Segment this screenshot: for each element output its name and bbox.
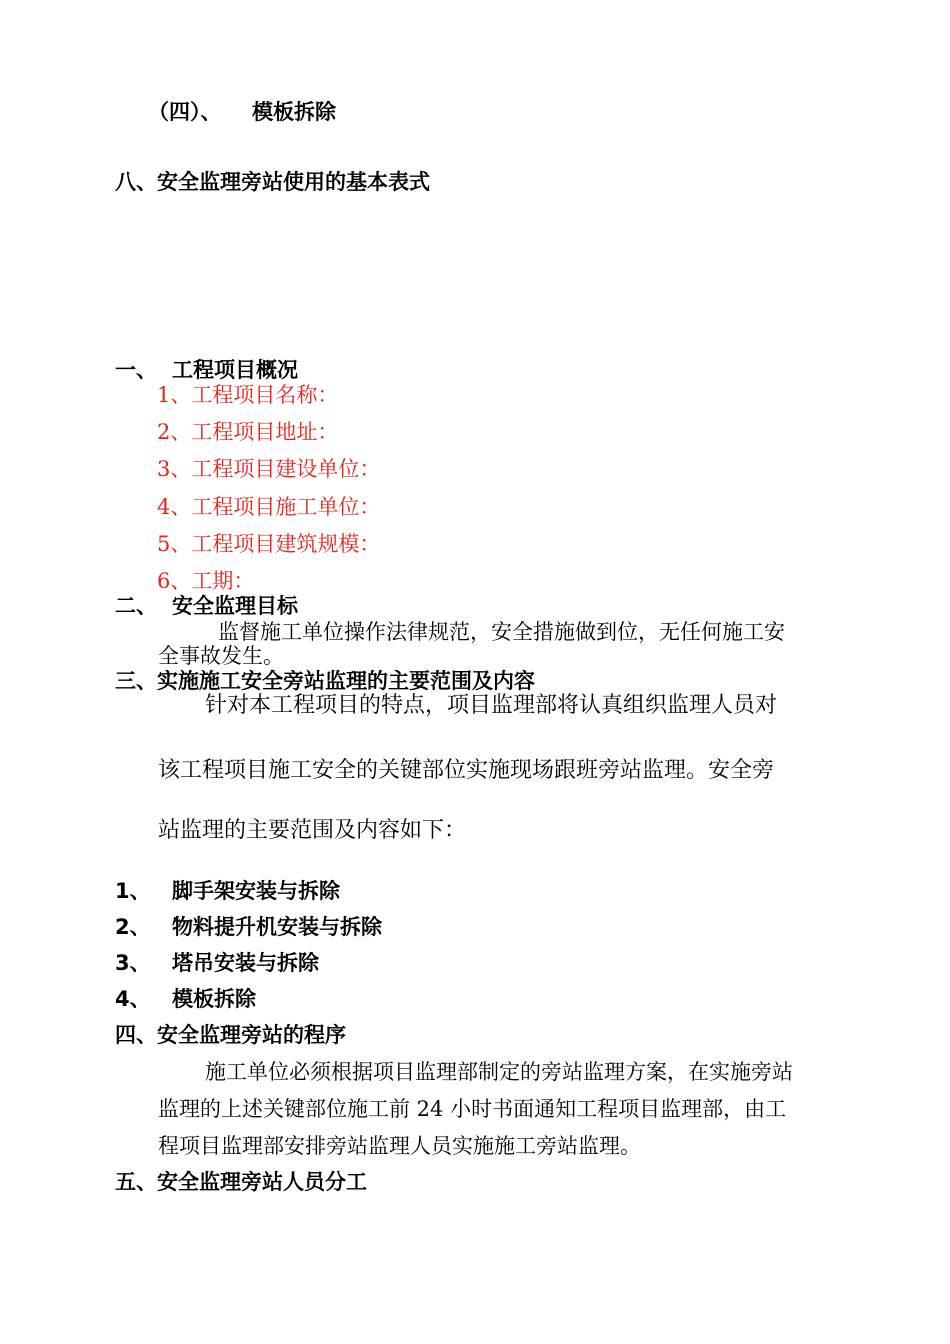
paragraph-line: 该工程项目施工安全的关键部位实施现场跟班旁站监理。安全旁 xyxy=(158,758,775,783)
paragraph-line: 站监理的主要范围及内容如下： xyxy=(158,818,467,843)
list-number: 1、 xyxy=(115,879,151,903)
paragraph-line: 监理的上述关键部位施工前 24 小时书面通知工程项目监理部，由工 xyxy=(158,1097,787,1121)
list-item: 脚手架安装与拆除 xyxy=(172,879,340,903)
section-5-heading: 五、安全监理旁站人员分工 xyxy=(115,1170,367,1194)
list-number: 4、 xyxy=(115,987,151,1011)
section-3-heading: 三、实施施工安全旁站监理的主要范围及内容 xyxy=(115,669,535,693)
list-number: 3、 xyxy=(115,951,151,975)
subsection-number: （四）、 xyxy=(148,100,222,124)
section-1-heading: 工程项目概况 xyxy=(172,358,298,382)
paragraph-line: 程项目监理部安排旁站监理人员实施施工旁站监理。 xyxy=(158,1134,641,1158)
overview-item: 4、工程项目施工单位： xyxy=(157,495,381,519)
section-8-heading: 八、安全监理旁站使用的基本表式 xyxy=(115,170,430,194)
subsection-title: 模板拆除 xyxy=(252,100,336,124)
overview-item: 2、工程项目地址： xyxy=(157,420,339,444)
section-4-heading: 四、安全监理旁站的程序 xyxy=(115,1023,346,1047)
overview-item: 1、工程项目名称： xyxy=(157,383,339,407)
overview-item: 6、工期： xyxy=(157,569,255,593)
list-item: 塔吊安装与拆除 xyxy=(172,951,319,975)
overview-item: 3、工程项目建设单位： xyxy=(157,457,381,481)
paragraph-line: 全事故发生。 xyxy=(158,644,284,668)
list-number: 2、 xyxy=(115,915,151,939)
section-2-heading: 安全监理目标 xyxy=(172,594,298,618)
overview-item: 5、工程项目建筑规模： xyxy=(157,532,381,556)
section-2-number: 二、 xyxy=(115,594,157,618)
list-item: 物料提升机安装与拆除 xyxy=(172,915,382,939)
list-item: 模板拆除 xyxy=(172,987,256,1011)
section-1-number: 一、 xyxy=(115,358,157,382)
paragraph-line: 施工单位必须根据项目监理部制定的旁站监理方案，在实施旁站 xyxy=(205,1060,793,1084)
paragraph-line: 针对本工程项目的特点，项目监理部将认真组织监理人员对 xyxy=(205,693,778,718)
paragraph-line: 监督施工单位操作法律规范，安全措施做到位，无任何施工安 xyxy=(218,620,785,644)
